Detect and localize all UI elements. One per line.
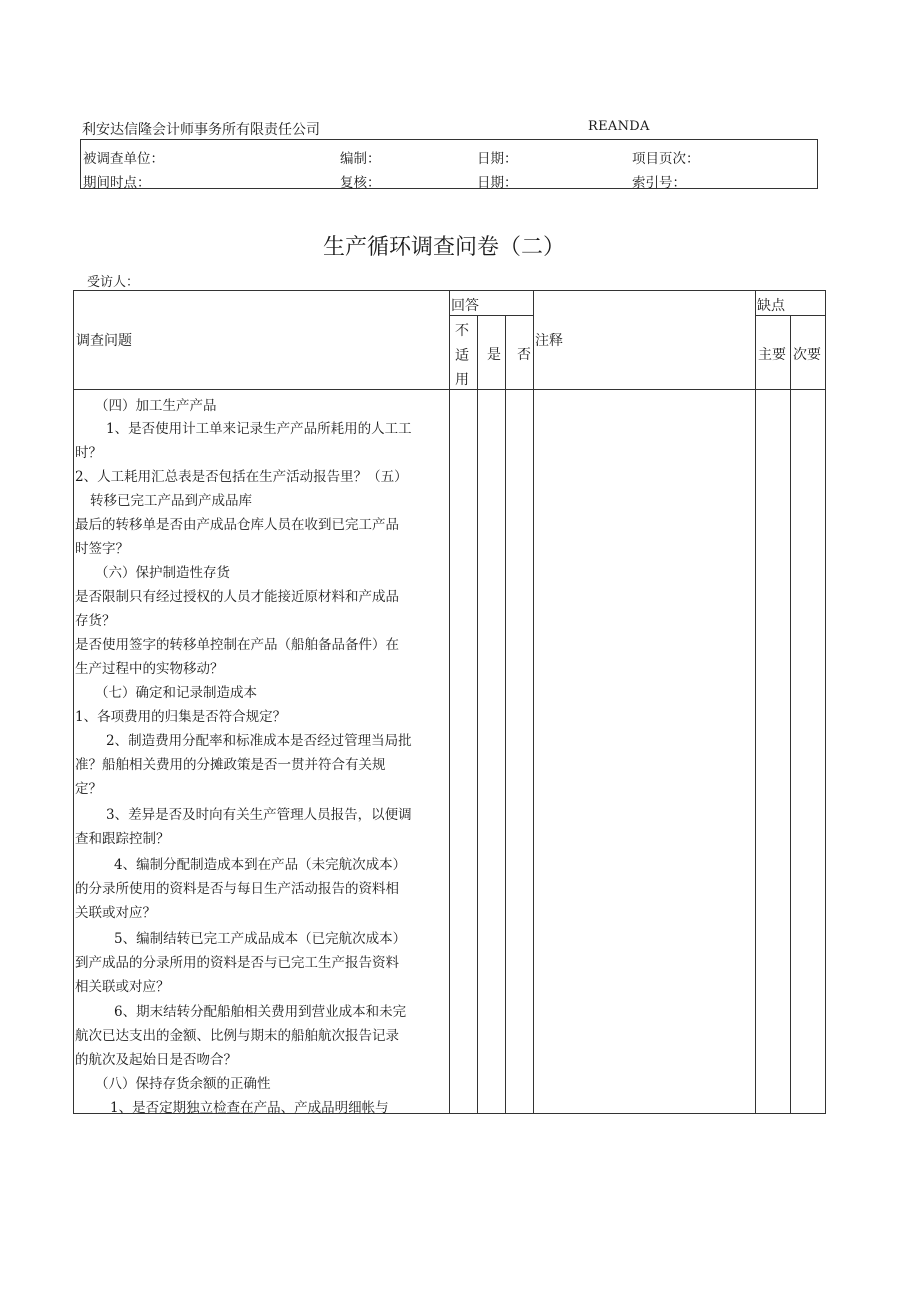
col-divider-yes: [505, 315, 506, 1114]
header-na-2: 适: [455, 348, 469, 364]
field-page-no: 项目页次：: [632, 151, 700, 167]
field-audited-unit: 被调查单位：: [83, 151, 164, 167]
question-line: 准？船舶相关费用的分摊政策是否一贯并符合有关规: [75, 757, 386, 773]
question-line: （四）加工生产产品: [95, 398, 217, 414]
question-line: 4、编制分配制造成本到在产品（未完航次成本）: [114, 857, 407, 873]
header-question: 调查问题: [76, 333, 132, 349]
question-line: 5、编制结转已完工产成品成本（已完航次成本）: [114, 931, 407, 947]
header-yes: 是: [487, 347, 501, 363]
question-line: 到产成品的分录所用的资料是否与已完工生产报告资料: [75, 955, 399, 971]
question-line: （八）保持存货余额的正确性: [95, 1076, 271, 1092]
question-line: 1、各项费用的归集是否符合规定？: [75, 709, 287, 725]
question-line: 转移已完工产品到产成品库: [90, 493, 252, 509]
question-line: 3、差异是否及时向有关生产管理人员报告，以便调: [106, 807, 412, 823]
page-title: 生产循环调查问卷（二）: [322, 235, 565, 260]
question-line: 1、是否定期独立检查在产品、产成品明细帐与: [110, 1100, 389, 1116]
header-no: 否: [517, 347, 531, 363]
question-line: 时签字？: [75, 541, 129, 557]
header-major: 主要: [758, 347, 786, 363]
question-line: （七）确定和记录制造成本: [95, 685, 257, 701]
header-na-1: 不: [455, 323, 469, 339]
questionnaire-table: [73, 290, 826, 1114]
question-line: 的分录所使用的资料是否与每日生产活动报告的资料相: [75, 881, 399, 897]
brand-name: REANDA: [588, 119, 650, 134]
answer-subheader-line: [449, 315, 533, 316]
interviewee-label: 受访人：: [87, 275, 140, 290]
field-prepared-by: 编制：: [340, 151, 381, 167]
question-line: 关联或对应？: [75, 905, 156, 921]
header-notes: 注释: [535, 333, 563, 349]
col-divider-notes: [755, 290, 756, 1114]
col-divider-major: [790, 315, 791, 1114]
question-line: 2、制造费用分配率和标准成本是否经过管理当局批: [106, 733, 412, 749]
header-answer: 回答: [451, 298, 479, 314]
col-divider-na: [477, 315, 478, 1114]
field-index-no: 索引号：: [632, 175, 686, 191]
table-border-right: [825, 290, 826, 1114]
question-line: 航次已达支出的金额、比例与期末的船舶航次报告记录: [75, 1028, 399, 1044]
question-line: 存货？: [75, 613, 116, 629]
question-line: 6、期末结转分配船舶相关费用到营业成本和未完: [114, 1004, 407, 1020]
question-line: 是否限制只有经过授权的人员才能接近原材料和产成品: [75, 589, 399, 605]
field-date-1: 日期：: [477, 151, 518, 167]
question-line: 是否使用签字的转移单控制在产品（船舶备品备件）在: [75, 637, 399, 653]
table-border-left: [73, 290, 74, 1114]
field-date-2: 日期：: [477, 175, 518, 191]
field-reviewed-by: 复核：: [340, 175, 381, 191]
question-line: 2、人工耗用汇总表是否包括在生产活动报告里？（五）: [75, 469, 408, 485]
question-line: 1、是否使用计工单来记录生产产品所耗用的人工工: [106, 421, 412, 437]
field-period: 期间时点：: [83, 175, 151, 191]
question-line: （六）保护制造性存货: [95, 565, 230, 581]
question-line: 相关联或对应？: [75, 979, 170, 995]
col-divider-no: [533, 290, 534, 1114]
question-line: 的航次及起始日是否吻合？: [75, 1052, 237, 1068]
header-defect: 缺点: [757, 298, 785, 314]
question-line: 生产过程中的实物移动？: [75, 661, 224, 677]
firm-name: 利安达信隆会计师事务所有限责任公司: [82, 122, 320, 138]
question-line: 定？: [75, 781, 102, 797]
col-divider-question: [449, 290, 450, 1114]
question-line: 查和跟踪控制？: [75, 831, 170, 847]
question-line: 时？: [75, 445, 102, 461]
question-line: 最后的转移单是否由产成品仓库人员在收到已完工产品: [75, 517, 399, 533]
header-minor: 次要: [793, 347, 821, 363]
header-na-3: 用: [455, 372, 469, 388]
info-header-box: [80, 139, 818, 189]
